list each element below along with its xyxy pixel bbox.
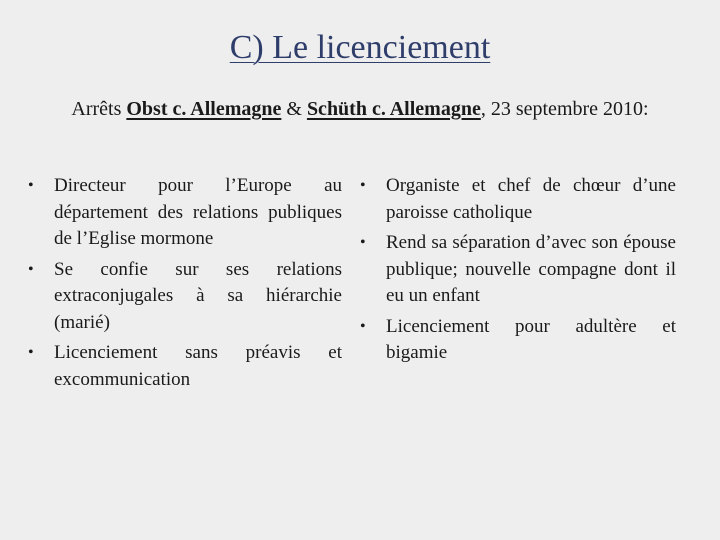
list-item: [360, 173, 676, 226]
list-item-text: Licenciement sans préavis et excommunication: [54, 342, 342, 390]
bullet-icon: •: [360, 234, 366, 251]
list-item: [360, 230, 676, 310]
list-item-text: Directeur pour l’Europe au département des relations publiques de l’Eglise mormone: [54, 175, 342, 249]
list-item: [360, 314, 676, 367]
left-bullet-list: [28, 173, 342, 397]
subtitle-amp: &: [281, 98, 307, 120]
list-item-text: Se confie sur ses relations extraconjugales à sa hiérarchie (marié): [54, 258, 342, 333]
case-schuth: Schüth c. Allemagne: [306, 98, 481, 120]
list-item-text: Licenciement pour adultère et bigamie: [386, 315, 676, 363]
bullet-icon: •: [360, 317, 366, 335]
slide-subtitle: [40, 95, 680, 123]
list-item: [28, 340, 342, 393]
slide-title-text: C) Le licenciement: [229, 29, 491, 66]
list-item-text: Organiste et chef de chœur d’une paroisse catholique: [386, 175, 676, 223]
subtitle-prefix: Arrêts: [71, 98, 127, 120]
list-item: [28, 257, 342, 337]
case-obst: Obst c. Allemagne: [126, 98, 282, 120]
subtitle-suffix: , 23 septembre 2010:: [480, 98, 649, 120]
bullet-icon: •: [28, 344, 34, 361]
list-item-text: Rend sa séparation d’avec son épouse publique; nouvelle compagne dont il eu un enfant: [386, 232, 676, 306]
bullet-icon: •: [360, 177, 366, 194]
list-item: [28, 173, 342, 253]
right-bullet-list: [360, 173, 676, 371]
slide-title: [0, 26, 720, 70]
bullet-icon: •: [28, 260, 34, 278]
bullet-icon: •: [28, 177, 34, 194]
